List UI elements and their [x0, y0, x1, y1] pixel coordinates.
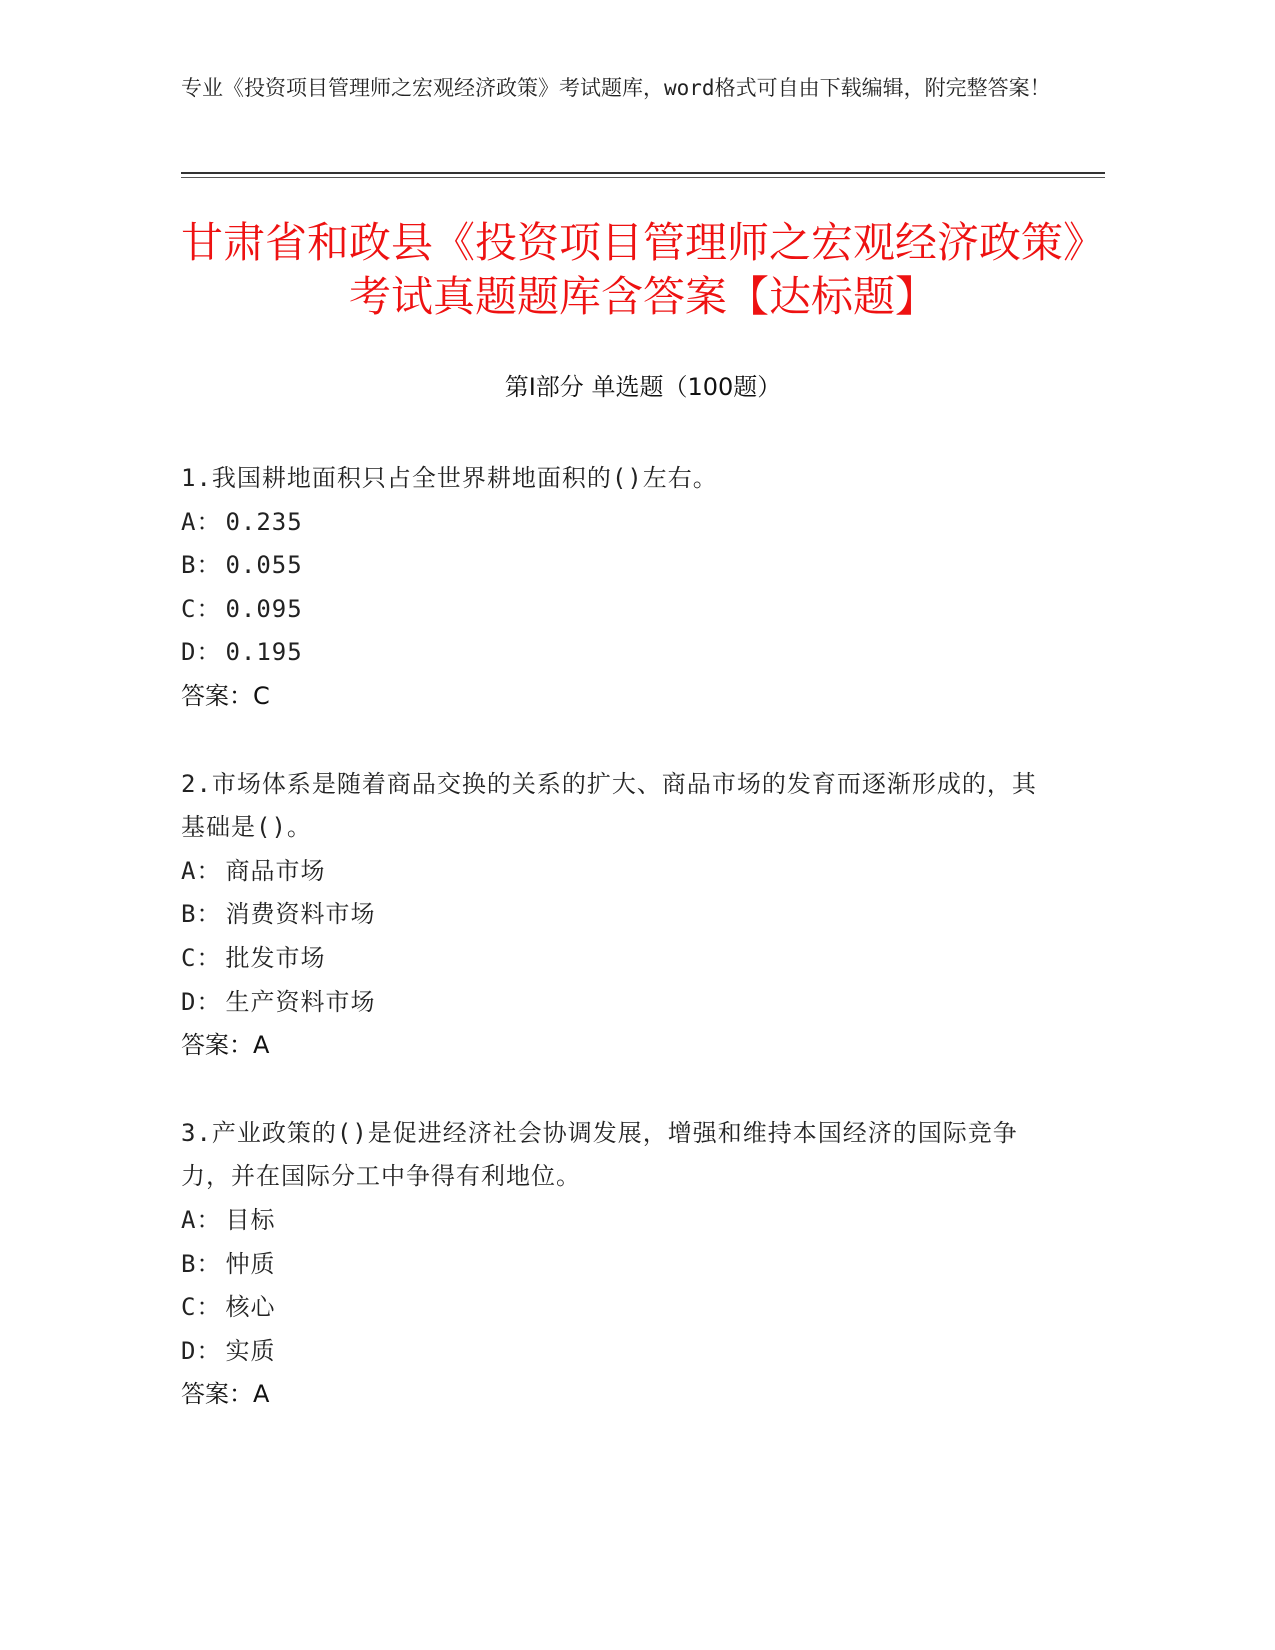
header-rule-thick [181, 172, 1105, 174]
option-text: 实质 [225, 1336, 276, 1365]
option-label: C： [181, 1293, 222, 1322]
option-a [181, 1199, 1041, 1243]
question-stem: 3.产业政策的()是促进经济社会协调发展，增强和维持本国经济的国际竞争力，并在国际分工中争得有利地位。 [181, 1118, 1018, 1191]
question-2 [181, 763, 1041, 1068]
document-title: 甘肃省和政县《投资项目管理师之宏观经济政策》考试真题题库含答案【达标题】 [181, 218, 1106, 321]
option-text: 忡质 [225, 1249, 276, 1278]
option-label: C： [181, 943, 222, 972]
option-label: C： [181, 594, 222, 623]
question-3 [181, 1112, 1041, 1417]
option-text: 消费资料市场 [225, 900, 376, 929]
option-label: D： [181, 638, 222, 667]
answer-line: 答案：A [181, 1031, 270, 1060]
header-rule-thin [181, 177, 1105, 178]
header-note: 专业《投资项目管理师之宏观经济政策》考试题库，word格式可自由下载编辑，附完整答案！ [181, 76, 1051, 100]
option-label: B： [181, 1249, 222, 1278]
option-label: A： [181, 1205, 222, 1234]
option-c [181, 937, 1041, 981]
option-d [181, 631, 1041, 675]
option-a [181, 850, 1041, 894]
question-list [181, 457, 1041, 1461]
option-label: D： [181, 987, 222, 1016]
question-1 [181, 457, 1041, 719]
option-label: A： [181, 856, 222, 885]
option-label: B： [181, 900, 222, 929]
option-c [181, 1286, 1041, 1330]
answer-line: 答案：C [181, 681, 270, 710]
option-d [181, 1330, 1041, 1374]
option-d [181, 981, 1041, 1025]
option-text: 0.195 [225, 638, 303, 667]
option-text: 商品市场 [225, 856, 326, 885]
question-stem: 1.我国耕地面积只占全世界耕地面积的()左右。 [181, 464, 718, 492]
option-text: 核心 [225, 1293, 276, 1322]
option-c [181, 588, 1041, 632]
option-text: 目标 [225, 1205, 276, 1234]
section-title: 第Ⅰ部分 单选题（100题） [504, 373, 782, 401]
option-text: 0.235 [225, 507, 303, 536]
option-label: B： [181, 551, 222, 580]
answer-line: 答案：A [181, 1380, 270, 1409]
option-label: D： [181, 1336, 222, 1365]
option-b [181, 1243, 1041, 1287]
option-b [181, 893, 1041, 937]
question-stem: 2.市场体系是随着商品交换的关系的扩大、商品市场的发育而逐渐形成的，其基础是()。 [181, 769, 1037, 842]
option-label: A： [181, 507, 222, 536]
option-text: 批发市场 [225, 943, 326, 972]
option-text: 生产资料市场 [225, 987, 376, 1016]
option-a [181, 501, 1041, 545]
option-b [181, 544, 1041, 588]
option-text: 0.095 [225, 594, 303, 623]
option-text: 0.055 [225, 551, 303, 580]
